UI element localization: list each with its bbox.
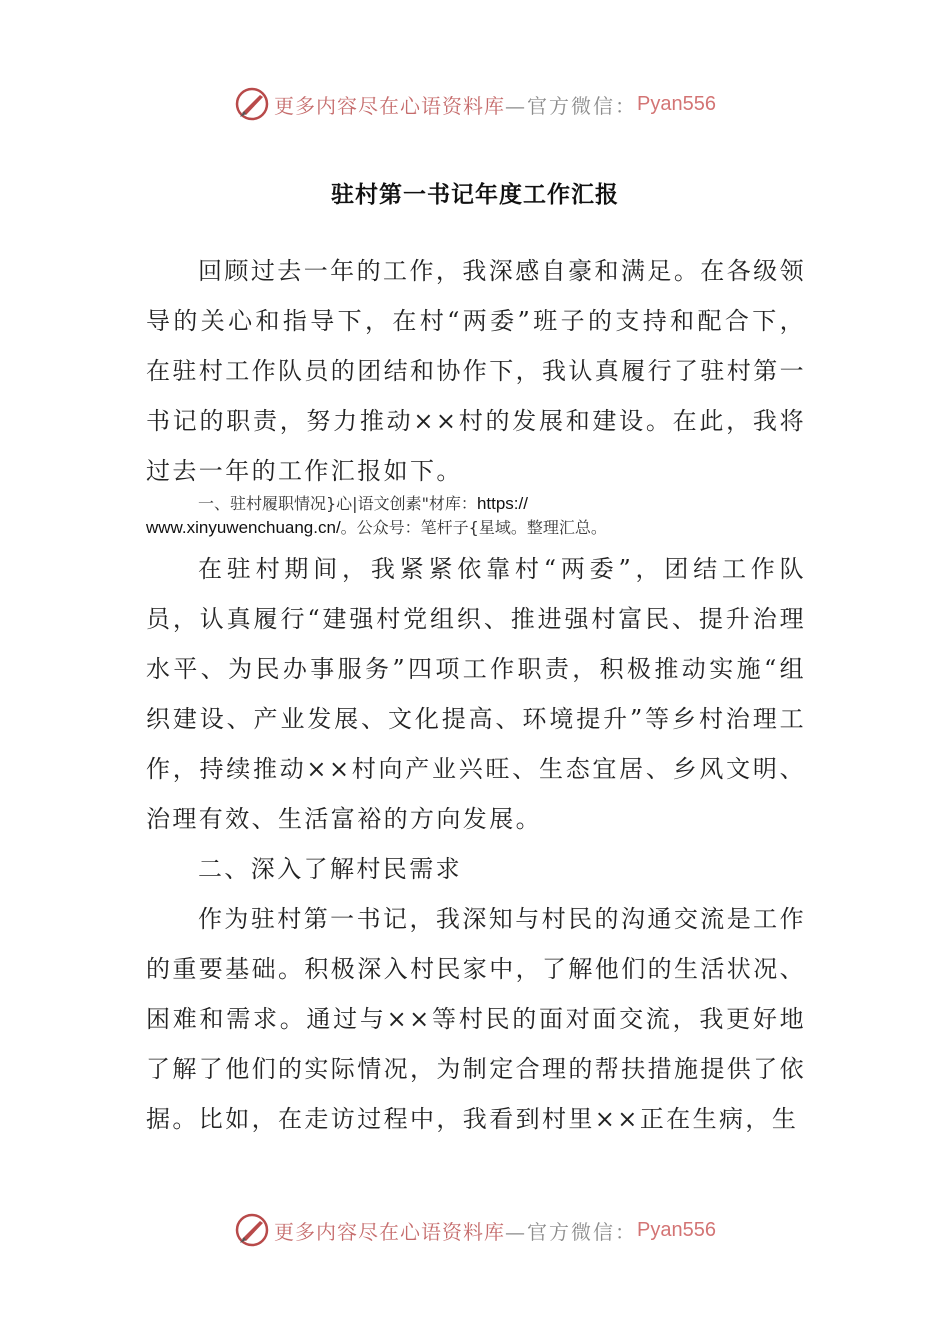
header-banner (0, 82, 950, 126)
note-heading: 一、驻村履职情况}心|语文创素"材库： (198, 494, 477, 513)
note-url-part2: www.xinyuwenchuang.cn/ (146, 518, 341, 537)
note-tail: 。公众号：笔杆子{星域。整理汇总。 (340, 518, 607, 537)
note-url-part1: https:// (476, 494, 528, 513)
section-heading-2: 二、深入了解村民需求 (198, 855, 462, 883)
paragraph-intro: 回顾过去一年的工作，我深感自豪和满足。在各级领导的关心和指导下，在村“两委”班子的支持和配合下，在驻村工作队员的团结和协作下，我认真履行了驻村第一书记的职责，努力推动××村的发展和建设。在此，我将过去一年的工作汇报如下。 (146, 257, 806, 485)
paragraph-needs: 作为驻村第一书记，我深知与村民的沟通交流是工作的重要基础。积极深入村民家中，了解他们的生活状况、困难和需求。通过与××等村民的面对面交流，我更好地了解了他们的实际情况，为制定合理的帮扶措施提供了依据。比如，在走访过程中，我看到村里××正在生病，生 (146, 905, 806, 1133)
paragraph-duties: 在驻村期间，我紧紧依靠村“两委”，团结工作队员，认真履行“建强村党组织、推进强村富民、提升治理水平、为民办事服务”四项工作职责，积极推动实施“组织建设、产业发展、文化提高、环境提升”等乡村治理工作，持续推动××村向产业兴旺、生态宜居、乡风文明、治理有效、生活富裕的方向发展。 (146, 555, 806, 833)
section-note (146, 492, 806, 540)
banner-wechat-id: Pyan556 (637, 92, 716, 115)
footer-banner (0, 1208, 950, 1252)
banner-site-name: 更多内容尽在心语资料库 (274, 93, 506, 118)
banner-site-name: 更多内容尽在心语资料库 (274, 1219, 506, 1244)
banner-wechat-label: —官方微信： (505, 1219, 638, 1244)
quill-logo-icon (234, 1212, 270, 1248)
quill-logo-icon (234, 86, 270, 122)
banner-wechat-id: Pyan556 (637, 1218, 716, 1241)
document-title: 驻村第一书记年度工作汇报 (331, 182, 619, 208)
banner-wechat-label: —官方微信： (505, 93, 638, 118)
